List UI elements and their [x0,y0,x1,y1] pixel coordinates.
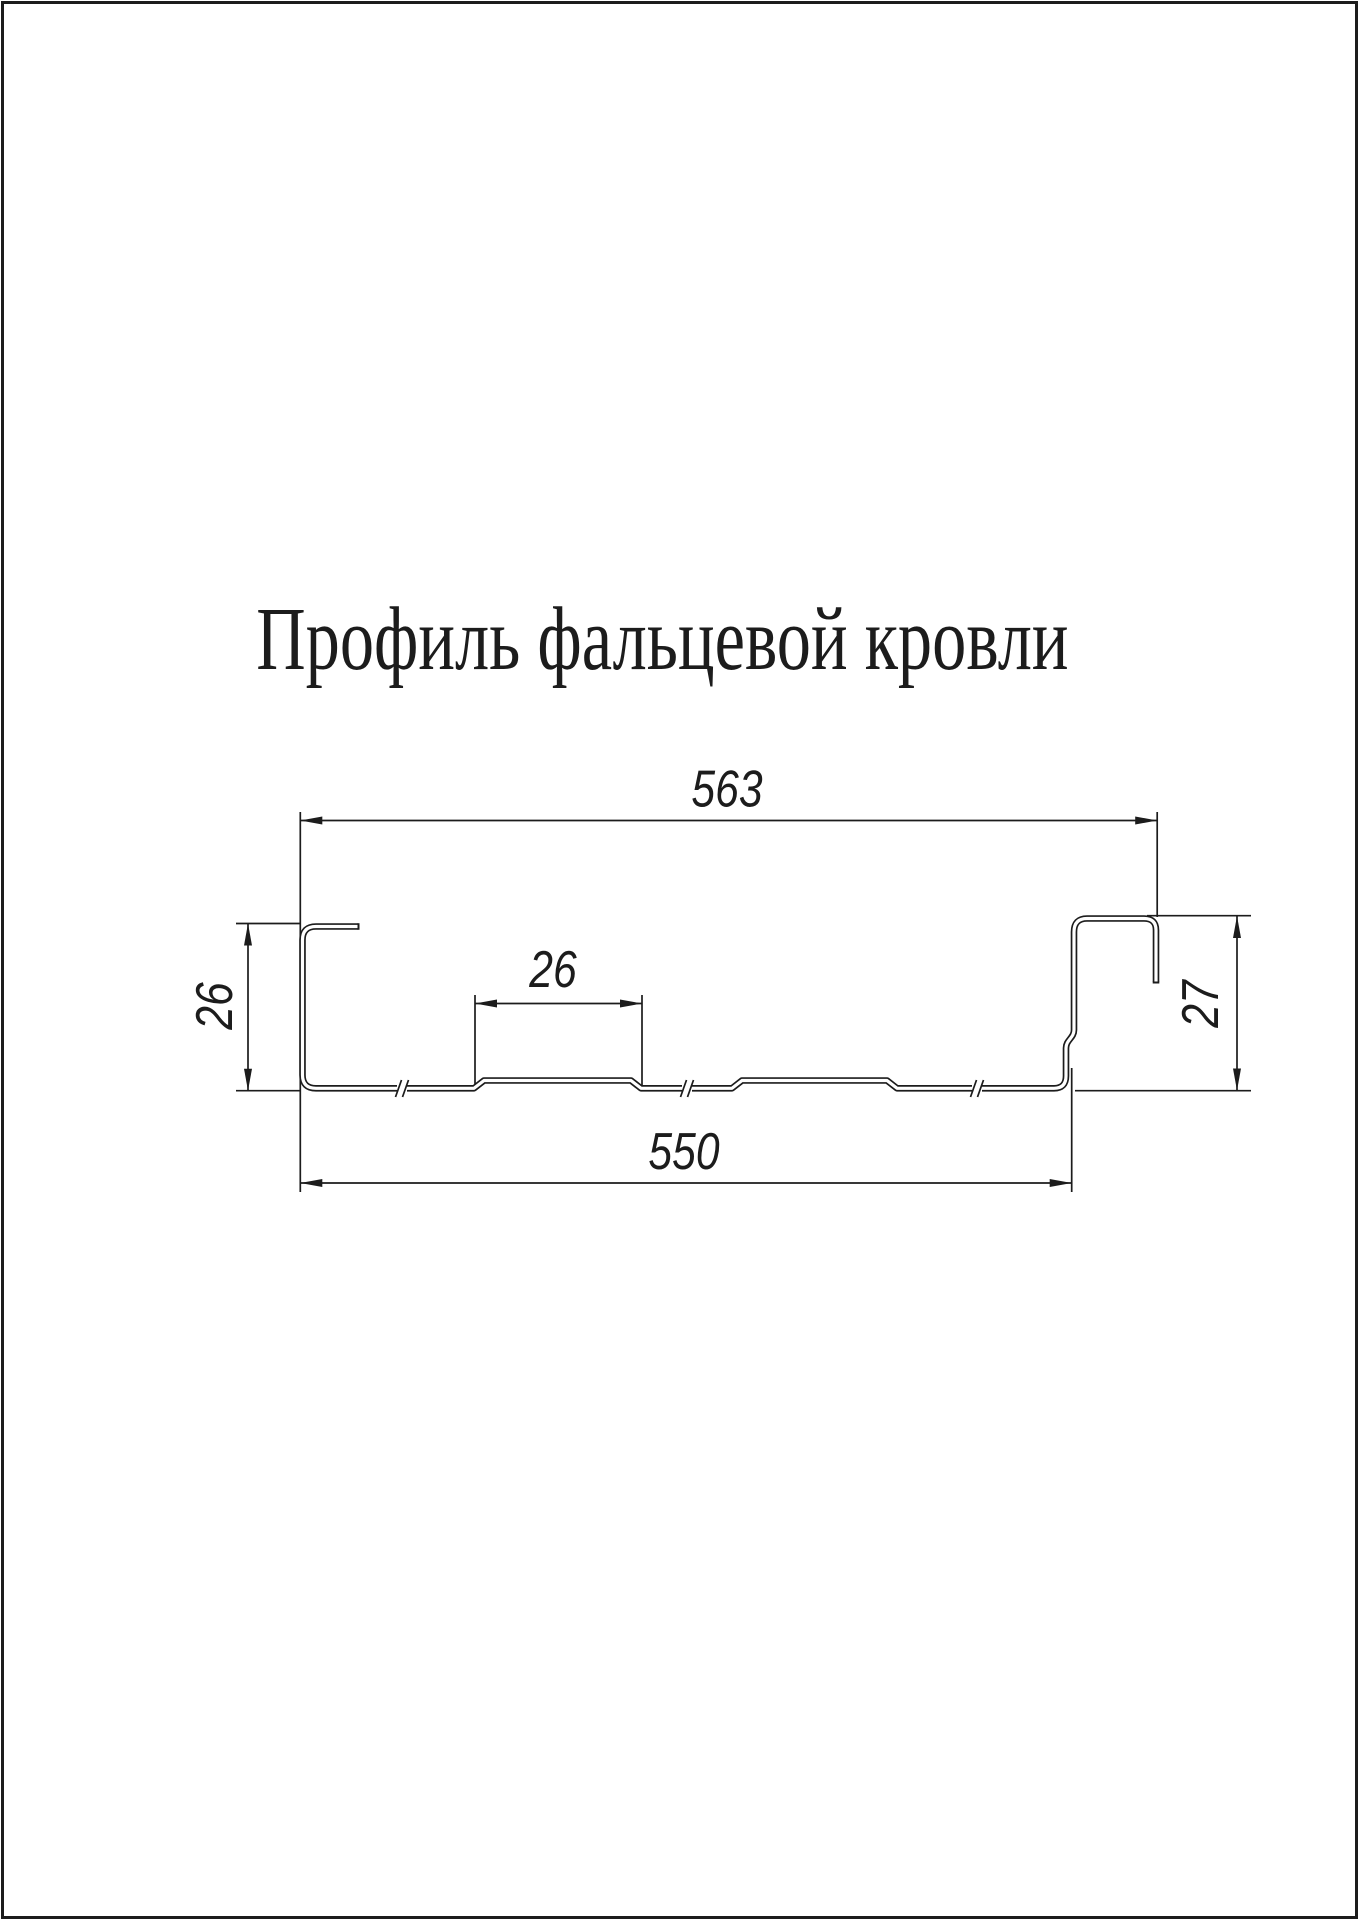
arrowhead [1233,1069,1241,1091]
dim-right-height-label: 27 [1172,980,1230,1028]
arrowhead [300,1179,322,1187]
arrowhead [244,1069,252,1091]
profile-sheet-outer [303,919,1157,1089]
dim-rib-width-label: 26 [529,941,577,999]
arrowhead [475,1000,497,1008]
arrowhead [1135,817,1157,825]
break-mark [971,1080,984,1097]
dim-top-width-label: 563 [691,760,763,819]
arrowhead [300,817,322,825]
dim-left-height-label: 26 [186,982,244,1030]
extension-lines [236,812,1251,1192]
dimension-lines [244,817,1241,1188]
break-mark [681,1080,694,1097]
dim-bottom-width-label: 550 [648,1123,720,1181]
page-title-text: Профиль фальцевой кровли [256,590,1069,689]
arrowhead [1050,1179,1072,1187]
break-mark [396,1080,409,1097]
arrowhead [1233,916,1241,938]
arrowhead [244,924,252,946]
profile-sheet-inner [303,919,1157,1089]
profile-outline [303,919,1160,1089]
arrowhead [620,1000,642,1008]
